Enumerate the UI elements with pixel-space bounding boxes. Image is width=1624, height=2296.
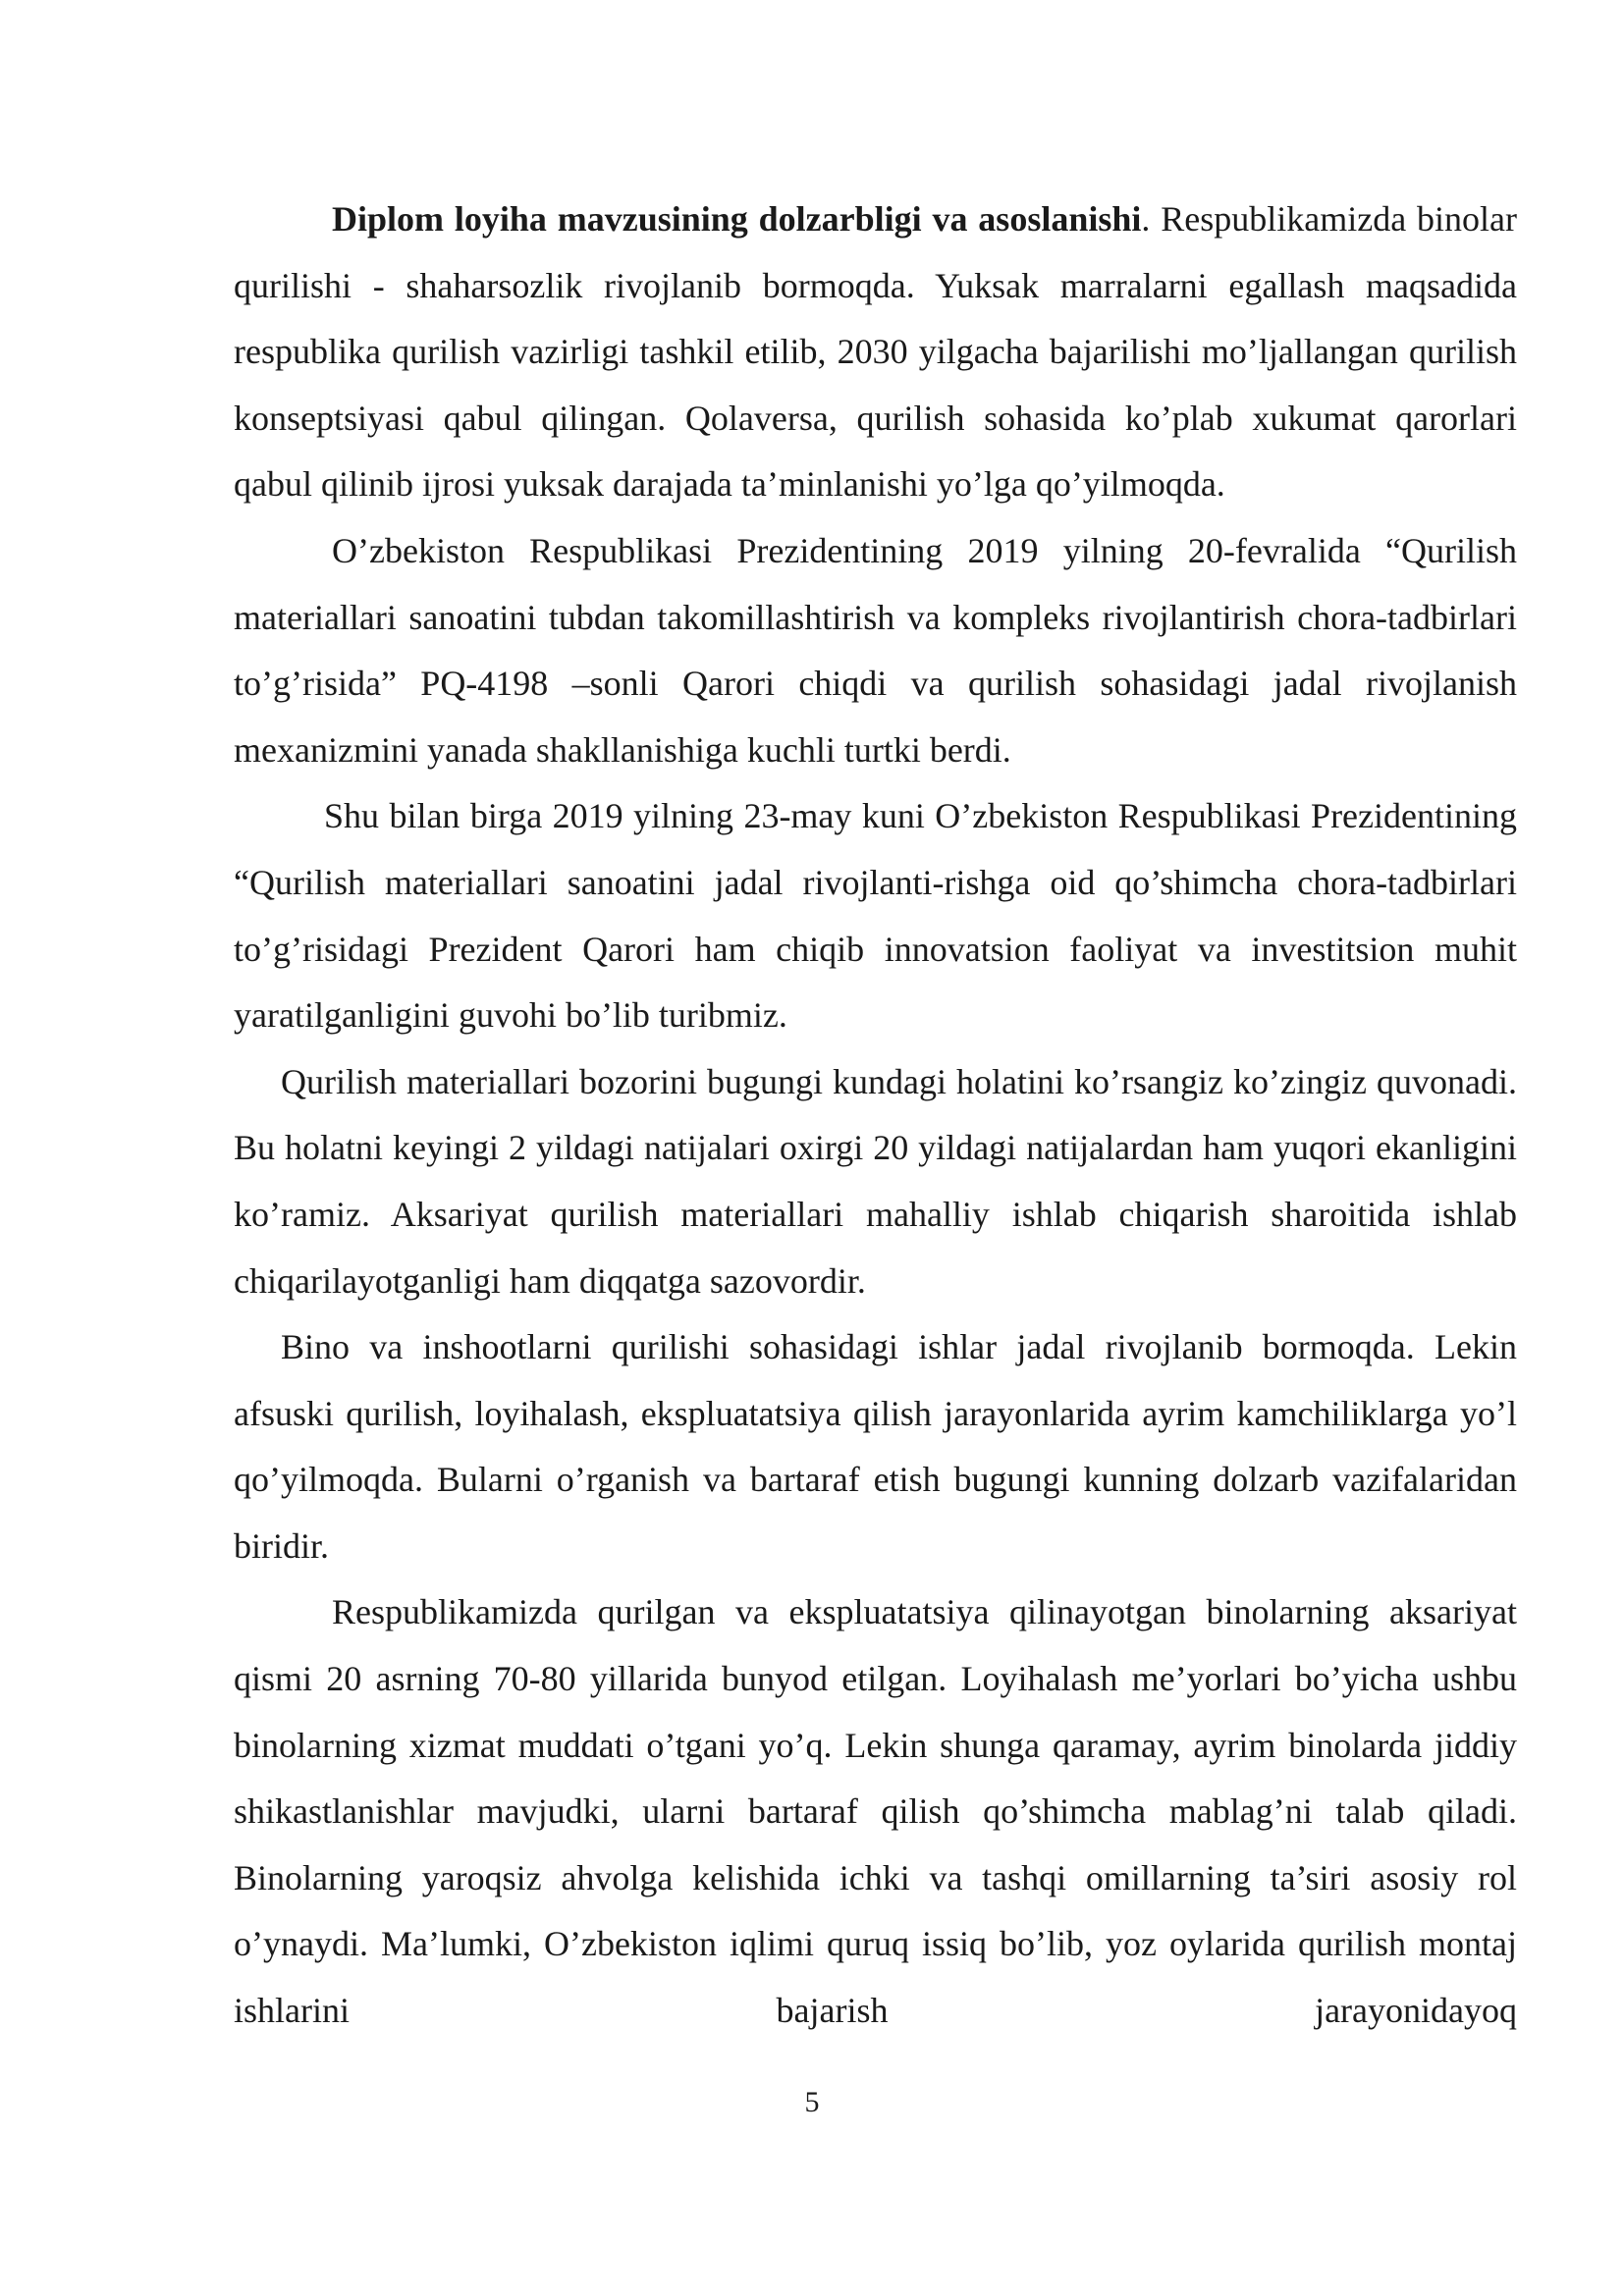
paragraph-intro [234, 187, 1517, 518]
paragraph-decree-2019-may: Shu bilan birga 2019 yilning 23-may kuni O’zbekiston Respublikasi Prezidentining “Qurilish materiallari sanoatini jadal rivojlanti-rishga oid qo’shimcha chora-tadbirlari to’g’risidagi Prezident Qarori ham chiqib innovatsion faoliyat va investitsion muhit yaratilganligini guvohi bo’lib turibmiz. [234, 796, 1517, 1036]
paragraph-existing-buildings: Respublikamizda qurilgan va ekspluatatsiya qilinayotgan binolarning aksariyat qismi 20 asrning 70-80 yillarida bunyod etilgan. Loyihalash me’yorlari bo’yicha ushbu binolarning xizmat muddati o’tgani yo’q. Lekin shunga qaramay, ayrim binolarda jiddiy shikastlanishlar mavjudki, ularni bartaraf qilish qo’shimcha mablag’ni talab qiladi. Binolarning yaroqsiz ahvolga kelishida ichki va tashqi omillarning ta’siri asosiy rol o’ynaydi. Ma’lumki, O’zbekiston iqlimi quruq issiq bo’lib, yoz oylarida qurilish montaj ishlarini bajarish jarayonidayoq [234, 1592, 1517, 2031]
paragraph-decree-2019-february: O’zbekiston Respublikasi Prezidentining 2019 yilning 20-fevralida “Qurilish materiallari sanoatini tubdan takomillashtirish va kompleks rivojlantirish chora-tadbirlari to’g’risida” PQ-4198 –sonli Qarori chiqdi va qurilish sohasidagi jadal rivojlanish mexanizmini yanada shakllanishiga kuchli turtki berdi. [234, 530, 1517, 770]
section-heading: Diplom loyiha mavzusining dolzarbligi va asoslanishi [332, 199, 1142, 239]
paragraph-materials-market: Qurilish materiallari bozorini bugungi kundagi holatini ko’rsangiz ko’zingiz quvonadi. Bu holatni keyingi 2 yildagi natijalari oxirgi 20 yildagi natijalardan ham yuqori ekanligini ko’ramiz. Aksariyat qurilish materiallari mahalliy ishlab chiqarish sharoitida ishlab chiqarilayotganligi ham diqqatga sazovordir. [234, 1061, 1517, 1301]
page-number: 5 [804, 2086, 820, 2118]
paragraph-intro-text: . Respublikamizda binolar qurilishi - shaharsozlik rivojlanib bormoqda. Yuksak marralarni egallash maqsadida respublika qurilish vazirligi tashkil etilib, 2030 yilgacha bajarilishi mo’ljallangan qurilish konseptsiyasi qabul qilingan. Qolaversa, qurilish sohasida ko’plab xukumat qarorlari qabul qilinib ijrosi yuksak darajada ta’minlanishi yo’lga qo’yilmoqda. [234, 199, 1517, 505]
document-body [234, 187, 1517, 2045]
paragraph-construction-issues: Bino va inshootlarni qurilishi sohasidagi ishlar jadal rivojlanib bormoqda. Lekin afsuski qurilish, loyihalash, ekspluatatsiya qilish jarayonlarida ayrim kamchiliklarga yo’l qo’yilmoqda. Bularni o’rganish va bartaraf etish bugungi kunning dolzarb vazifalaridan biridir. [234, 1327, 1517, 1566]
